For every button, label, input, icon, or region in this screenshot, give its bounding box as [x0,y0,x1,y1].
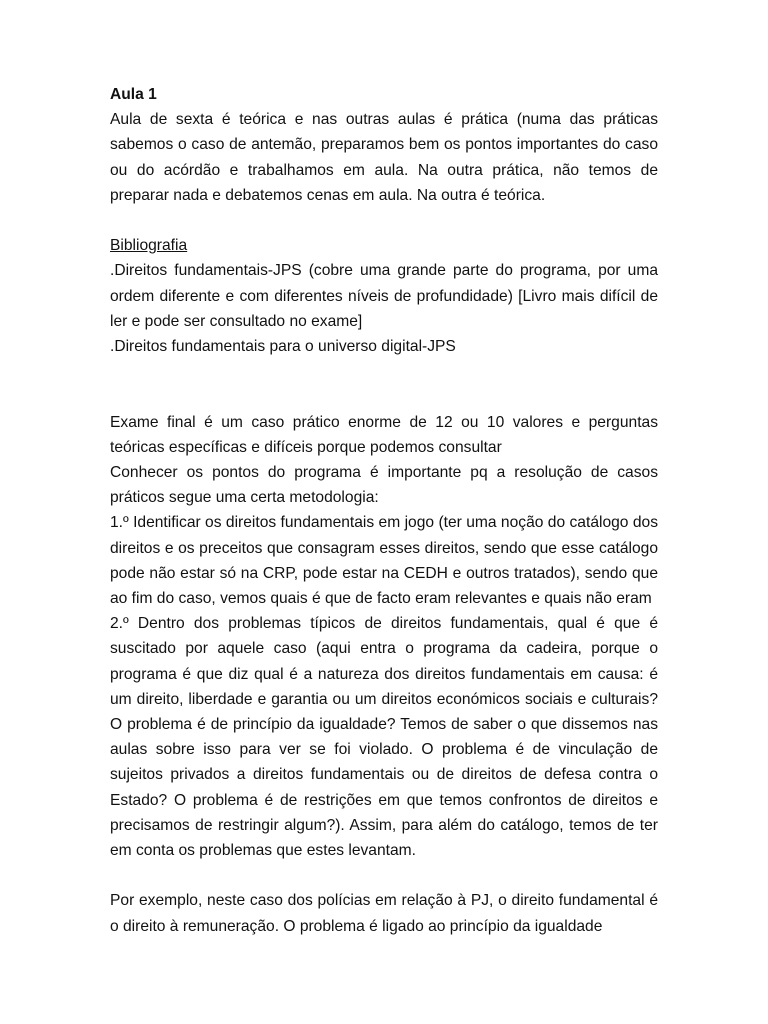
intro-paragraph: Aula de sexta é teórica e nas outras aulas é prática (numa das práticas sabemos o caso de antemão, preparamos bem os pontos importantes do caso ou do acórdão e trabalhamos em aula. Na outra prática, não temos de preparar nada e debatemos cenas em aula. Na outra é teórica. [110,111,658,204]
spacer [110,359,658,409]
spacer [110,208,658,233]
page-title: Aula 1 [110,86,157,103]
step-1-paragraph: 1.º Identificar os direitos fundamentais em jogo (ter uma noção do catálogo dos direitos e os preceitos que consagram esses direitos, sendo que esse catálogo pode não estar só na CRP, pode estar na CEDH e outros tratados), sendo que ao fim do caso, vemos quais é que de facto eram relevantes e quais não eram [110,514,658,608]
document-page [110,82,658,939]
method-intro-paragraph: Conhecer os pontos do programa é importante pq a resolução de casos práticos segue uma certa metodologia: [110,464,658,507]
bibliography-item-2: .Direitos fundamentais para o universo digital-JPS [110,338,456,356]
exam-paragraph: Exame final é um caso prático enorme de 12 ou 10 valores e perguntas teóricas específicas e difíceis porque podemos consultar [110,413,658,456]
bibliography-heading: Bibliografia [110,237,188,255]
example-paragraph: Por exemplo, neste caso dos polícias em relação à PJ, o direito fundamental é o direito à remuneração. O problema é ligado ao princípio da igualdade [110,892,658,935]
spacer [110,863,658,888]
bibliography-item-1: .Direitos fundamentais-JPS (cobre uma grande parte do programa, por uma ordem diferente e com diferentes níveis de profundidade) [Livro mais difícil de ler e pode ser consultado no exame] [110,262,658,330]
step-2-paragraph: 2.º Dentro dos problemas típicos de direitos fundamentais, qual é que é suscitado por aquele caso (aqui entra o programa da cadeira, porque o programa é que diz qual é a natureza dos direitos fundamentais em causa: é um direito, liberdade e garantia ou um direitos económicos sociais e culturais? O problema é de princípio da igualdade? Temos de saber o que dissemos nas aulas sobre isso para ver se foi violado. O problema é de vinculação de sujeitos privados a direitos fundamentais ou de direitos de defesa contra o Estado? O problema é de restrições em que temos confrontos de direitos e precisamos de restringir algum?). Assim, para além do catálogo, temos de ter em conta os problemas que estes levantam. [110,615,658,860]
